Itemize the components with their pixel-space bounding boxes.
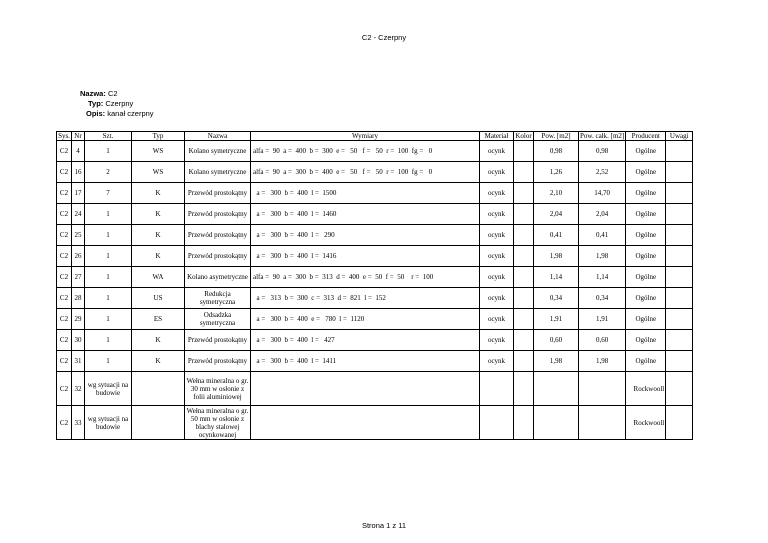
cell-sys: C2 <box>57 225 72 246</box>
cell-nazwa: Redukcja symetryczna <box>185 288 251 309</box>
cell-szt: 1 <box>85 141 132 162</box>
cell-szt: 7 <box>85 183 132 204</box>
cell-typ: K <box>132 183 185 204</box>
cell-nr: 25 <box>72 225 85 246</box>
cell-szt: 1 <box>85 309 132 330</box>
cell-producent: Rockwooll <box>626 372 666 406</box>
cell-uwagi <box>666 246 693 267</box>
cell-uwagi <box>666 309 693 330</box>
cell-kolor <box>514 183 534 204</box>
cell-pow: 1,98 <box>534 246 579 267</box>
cell-szt: 1 <box>85 351 132 372</box>
table-row <box>57 267 693 288</box>
cell-szt: 1 <box>85 225 132 246</box>
cell-sys: C2 <box>57 372 72 406</box>
cell-nazwa: Odsadzka symetryczna <box>185 309 251 330</box>
cell-typ: WS <box>132 141 185 162</box>
col-szt: Szt. <box>85 132 132 141</box>
cell-producent: Ogólne <box>626 141 666 162</box>
cell-kolor <box>514 330 534 351</box>
cell-szt: 1 <box>85 288 132 309</box>
cell-material: ocynk <box>480 288 514 309</box>
cell-producent: Ogólne <box>626 288 666 309</box>
cell-sys: C2 <box>57 288 72 309</box>
page-header: C2 - Czerpny <box>361 33 407 42</box>
cell-material: ocynk <box>480 204 514 225</box>
cell-nr: 33 <box>72 406 85 440</box>
cell-pow-calk: 0,98 <box>579 141 626 162</box>
cell-sys: C2 <box>57 246 72 267</box>
cell-pow-calk: 1,14 <box>579 267 626 288</box>
cell-dims <box>251 406 480 440</box>
cell-uwagi <box>666 288 693 309</box>
cell-pow-calk: 0,41 <box>579 225 626 246</box>
type-label: Typ: <box>88 99 104 108</box>
cell-nr: 27 <box>72 267 85 288</box>
cell-dims: a = 300 b = 400 l = 1411 <box>251 351 480 372</box>
cell-dims: a = 300 b = 400 l = 290 <box>251 225 480 246</box>
cell-szt: 1 <box>85 246 132 267</box>
cell-nazwa: Przewód prostokątny <box>185 330 251 351</box>
cell-producent: Ogólne <box>626 351 666 372</box>
cell-sys: C2 <box>57 183 72 204</box>
table-row <box>57 225 693 246</box>
cell-pow: 2,04 <box>534 204 579 225</box>
cell-nazwa: Przewód prostokątny <box>185 204 251 225</box>
cell-sys: C2 <box>57 141 72 162</box>
cell-typ: K <box>132 204 185 225</box>
cell-kolor <box>514 225 534 246</box>
cell-uwagi <box>666 225 693 246</box>
desc-label: Opis: <box>86 109 106 118</box>
cell-producent: Ogólne <box>626 246 666 267</box>
col-nazwa: Nazwa <box>185 132 251 141</box>
cell-producent: Ogólne <box>626 162 666 183</box>
cell-nr: 28 <box>72 288 85 309</box>
cell-pow: 0,98 <box>534 141 579 162</box>
cell-nazwa: Przewód prostokątny <box>185 246 251 267</box>
page-footer: Strona 1 z 11 <box>361 521 407 530</box>
cell-typ: WA <box>132 267 185 288</box>
cell-material: ocynk <box>480 246 514 267</box>
cell-kolor <box>514 204 534 225</box>
cell-szt: 1 <box>85 204 132 225</box>
cell-pow-calk: 1,91 <box>579 309 626 330</box>
cell-material: ocynk <box>480 162 514 183</box>
cell-material: ocynk <box>480 309 514 330</box>
cell-pow-calk: 1,98 <box>579 351 626 372</box>
cell-dims: alfa = 90 a = 300 b = 400 e = 50 f = 50 r = 100 fg = 0 <box>251 162 480 183</box>
cell-dims: a = 313 b = 300 c = 313 d = 821 l = 152 <box>251 288 480 309</box>
table-row <box>57 162 693 183</box>
meta-block <box>70 89 154 119</box>
cell-szt: 2 <box>85 162 132 183</box>
cell-kolor <box>514 351 534 372</box>
cell-typ: K <box>132 246 185 267</box>
parts-table <box>56 131 693 440</box>
col-kolor: Kolor <box>515 132 532 140</box>
cell-producent: Ogólne <box>626 330 666 351</box>
table-row <box>57 141 693 162</box>
cell-uwagi <box>666 351 693 372</box>
desc-value: kanał czerpny <box>107 109 154 118</box>
name-label: Nazwa: <box>80 89 106 98</box>
cell-kolor <box>514 267 534 288</box>
cell-pow-calk: 0,34 <box>579 288 626 309</box>
cell-nazwa: Przewód prostokątny <box>185 183 251 204</box>
cell-nr: 30 <box>72 330 85 351</box>
cell-producent: Ogólne <box>626 183 666 204</box>
cell-pow: 1,91 <box>534 309 579 330</box>
cell-pow <box>534 406 579 440</box>
cell-pow-calk: 1,98 <box>579 246 626 267</box>
cell-material: ocynk <box>480 267 514 288</box>
cell-pow-calk: 14,70 <box>579 183 626 204</box>
cell-sys: C2 <box>57 162 72 183</box>
name-value: C2 <box>107 89 118 98</box>
cell-uwagi <box>666 406 693 440</box>
cell-pow-calk <box>579 406 626 440</box>
col-typ: Typ <box>132 132 185 141</box>
col-producent: Producent <box>626 132 666 141</box>
cell-nr: 26 <box>72 246 85 267</box>
cell-sys: C2 <box>57 309 72 330</box>
col-wymiary: Wymiary <box>251 132 480 141</box>
cell-szt: wg sytuacji na budowie <box>85 406 132 440</box>
cell-dims: a = 300 b = 400 l = 1500 <box>251 183 480 204</box>
cell-material: ocynk <box>480 225 514 246</box>
cell-typ: WS <box>132 162 185 183</box>
cell-uwagi <box>666 330 693 351</box>
cell-kolor <box>514 372 534 406</box>
cell-nr: 16 <box>72 162 85 183</box>
cell-typ: ES <box>132 309 185 330</box>
table-row <box>57 372 693 406</box>
header-row <box>57 132 693 141</box>
cell-dims: alfa = 90 a = 400 b = 300 e = 50 f = 50 r = 100 fg = 0 <box>251 141 480 162</box>
cell-nazwa: Przewód prostokątny <box>185 351 251 372</box>
col-sys: Sys. <box>58 132 70 140</box>
cell-nazwa: Przewód prostokątny <box>185 225 251 246</box>
cell-pow: 0,34 <box>534 288 579 309</box>
col-nr: Nr <box>72 132 85 141</box>
cell-nr: 24 <box>72 204 85 225</box>
cell-pow: 1,98 <box>534 351 579 372</box>
cell-uwagi <box>666 183 693 204</box>
table-row <box>57 183 693 204</box>
cell-producent: Ogólne <box>626 267 666 288</box>
cell-typ: US <box>132 288 185 309</box>
cell-uwagi <box>666 141 693 162</box>
table-row <box>57 351 693 372</box>
cell-material <box>480 406 514 440</box>
cell-kolor <box>514 246 534 267</box>
cell-nr: 32 <box>72 372 85 406</box>
cell-szt: 1 <box>85 330 132 351</box>
table-row <box>57 288 693 309</box>
cell-pow: 0,60 <box>534 330 579 351</box>
cell-material: ocynk <box>480 330 514 351</box>
cell-dims: a = 300 b = 400 l = 427 <box>251 330 480 351</box>
cell-sys: C2 <box>57 406 72 440</box>
cell-kolor <box>514 288 534 309</box>
cell-producent: Ogólne <box>626 309 666 330</box>
type-value: Czerpny <box>105 99 134 108</box>
cell-producent: Rockwooll <box>626 406 666 440</box>
cell-sys: C2 <box>57 267 72 288</box>
cell-dims <box>251 372 480 406</box>
cell-sys: C2 <box>57 351 72 372</box>
cell-pow: 1,14 <box>534 267 579 288</box>
cell-material <box>480 372 514 406</box>
cell-pow-calk: 2,04 <box>579 204 626 225</box>
table-row <box>57 204 693 225</box>
cell-uwagi <box>666 204 693 225</box>
cell-nr: 4 <box>72 141 85 162</box>
cell-kolor <box>514 309 534 330</box>
cell-sys: C2 <box>57 330 72 351</box>
col-pow-calk: Pow. całk. [m2] <box>580 132 625 140</box>
cell-typ: K <box>132 330 185 351</box>
cell-nr: 31 <box>72 351 85 372</box>
col-uwagi: Uwagi <box>666 132 693 141</box>
cell-pow-calk <box>579 372 626 406</box>
col-pow: Pow. [m2] <box>534 132 579 141</box>
table-row <box>57 406 693 440</box>
cell-material: ocynk <box>480 351 514 372</box>
table-row <box>57 246 693 267</box>
cell-nazwa: Kolano symetryczne <box>185 141 251 162</box>
cell-producent: Ogólne <box>626 204 666 225</box>
cell-szt: 1 <box>85 267 132 288</box>
cell-pow: 0,41 <box>534 225 579 246</box>
cell-uwagi <box>666 162 693 183</box>
col-material: Materiał <box>480 132 514 141</box>
cell-pow-calk: 2,52 <box>579 162 626 183</box>
table-row <box>57 309 693 330</box>
cell-material: ocynk <box>480 141 514 162</box>
cell-uwagi <box>666 267 693 288</box>
cell-nazwa: Kolano asymetryczne <box>185 267 251 288</box>
cell-szt: wg sytuacji na budowie <box>85 372 132 406</box>
cell-typ <box>132 372 185 406</box>
cell-pow: 2,10 <box>534 183 579 204</box>
cell-nr: 29 <box>72 309 85 330</box>
cell-dims: a = 300 b = 400 e = 780 l = 1120 <box>251 309 480 330</box>
table-row <box>57 330 693 351</box>
cell-dims: a = 300 b = 400 l = 1416 <box>251 246 480 267</box>
cell-nazwa: Wełna mineralna o gr. 30 mm w osłonie z folii aluminiowej <box>185 372 251 406</box>
cell-sys: C2 <box>57 204 72 225</box>
cell-typ: K <box>132 225 185 246</box>
cell-kolor <box>514 141 534 162</box>
cell-pow: 1,26 <box>534 162 579 183</box>
cell-kolor <box>514 162 534 183</box>
cell-dims: a = 300 b = 400 l = 1460 <box>251 204 480 225</box>
cell-producent: Ogólne <box>626 225 666 246</box>
cell-material: ocynk <box>480 183 514 204</box>
cell-pow <box>534 372 579 406</box>
cell-uwagi <box>666 372 693 406</box>
cell-typ: K <box>132 351 185 372</box>
cell-nr: 17 <box>72 183 85 204</box>
cell-kolor <box>514 406 534 440</box>
cell-pow-calk: 0,60 <box>579 330 626 351</box>
cell-dims: alfa = 90 a = 300 b = 313 d = 400 e = 50 f = 50 r = 100 <box>251 267 480 288</box>
cell-nazwa: Kolano symetryczne <box>185 162 251 183</box>
cell-typ <box>132 406 185 440</box>
cell-nazwa: Wełna mineralna o gr. 50 mm w osłonie z blachy stalowej ocynkowanej <box>185 406 251 440</box>
